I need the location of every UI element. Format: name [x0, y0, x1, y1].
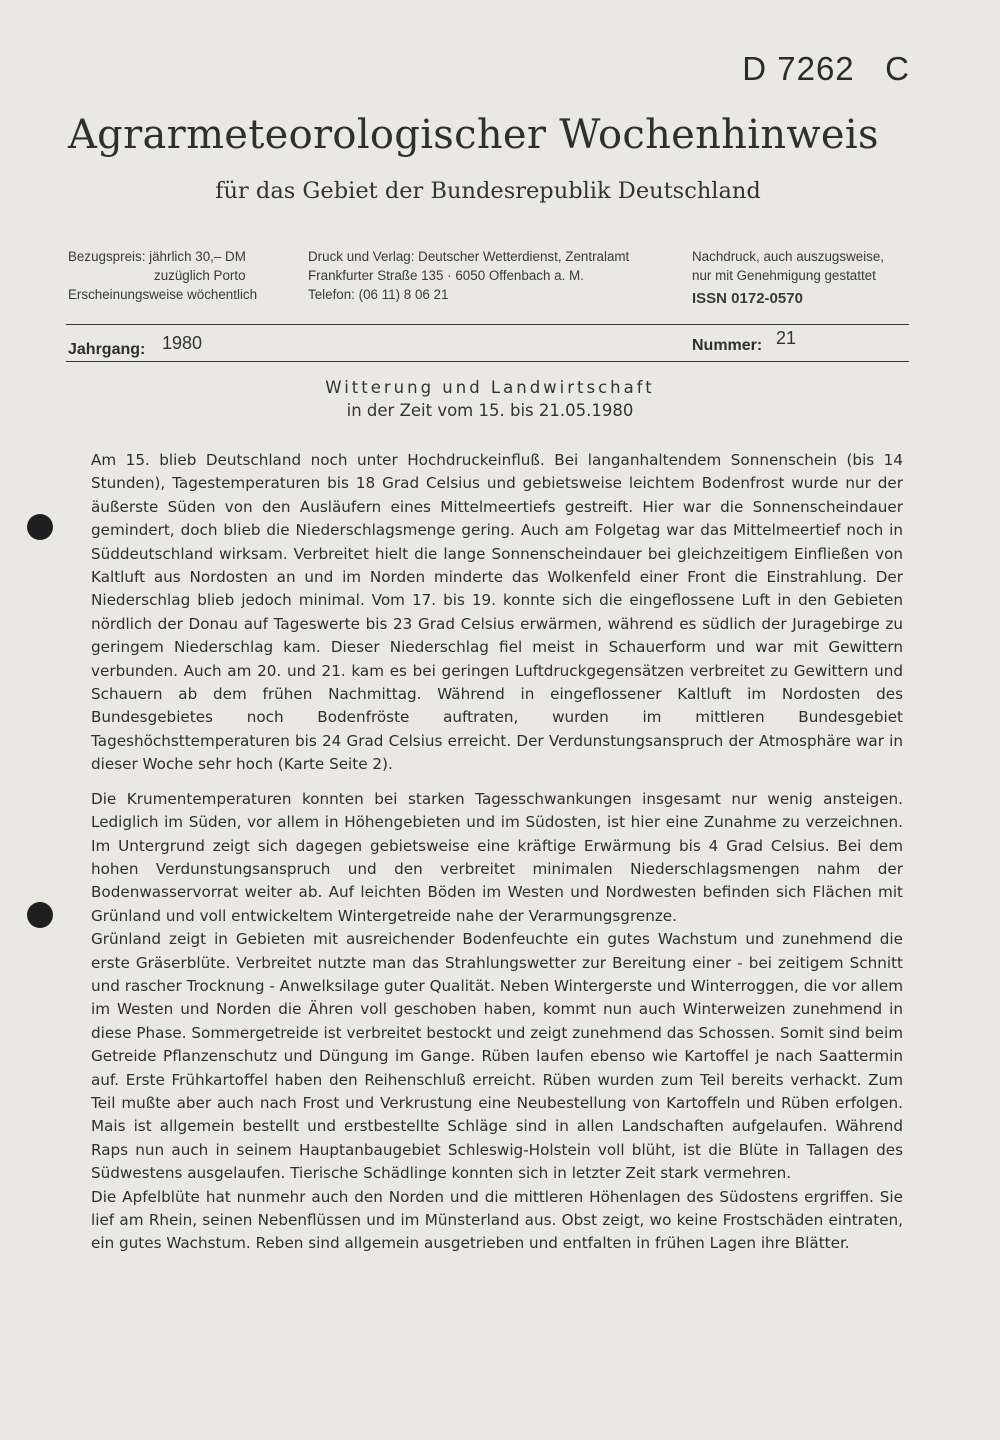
porto-line: zuzüglich Porto: [154, 268, 246, 283]
info-column-rights: [692, 247, 932, 308]
nummer-value: 21: [776, 328, 797, 348]
crops-paragraph: Grünland zeigt in Gebieten mit ausreichender Bodenfeuchte ein gutes Wachstum und zunehmend die erste Gräserblüte. Verbreitet nutzte man das Strahlungswetter zur Bereitung einer - bei zeitigem Schnitt und rascher Trocknung - Anwelksilage guter Qualität. Neben Wintergerste und Winterroggen, die vor allem im Westen und Norden die Ähren voll geschoben haben, kommt nun auch Winterweizen zunehmend in diese Phase. Sommergetreide ist verbreitet bestockt und zeigt zunehmend das Schossen. Somit sind beim Getreide Pflanzenschutz und Düngung im Gange. Rüben laufen ebenso wie Kartoffel je nach Saattermin auf. Erste Frühkartoffel haben den Reihenschluß erreicht. Rüben wurden zum Teil bereits verhackt. Zum Teil mußte aber auch nach Frost und Verkrustung eine Neubestellung von Kartoffeln und Rüben erfolgen. Mais ist allgemein bestellt und erstbestellte Schläge sind in allen Landschaften aufgelaufen. Während Raps nun auch in seinem Hauptanbaugebiet Schleswig-Holstein voll blüht, ist die Blüte in Tallagen des Südwestens ausgelaufen. Tierische Schädlinge konnten sich in letzter Zeit stark vermehren.: [91, 930, 903, 1183]
info-column-price: [68, 247, 298, 304]
top-rule: [66, 324, 909, 325]
reprint-line-1: Nachdruck, auch auszugsweise,: [692, 249, 885, 264]
document-subtitle: für das Gebiet der Bundesrepublik Deutschland: [215, 178, 761, 204]
section-period: in der Zeit vom 15. bis 21.05.1980: [346, 401, 634, 420]
bottom-rule: [66, 361, 909, 362]
reprint-line-2: nur mit Genehmigung gestattet: [692, 268, 876, 283]
jahrgang-label: Jahrgang:: [68, 341, 146, 358]
address-line: Frankfurter Straße 135 · 6050 Offenbach a. M.: [308, 268, 584, 283]
phone-line: Telefon: (06 11) 8 06 21: [308, 287, 449, 302]
frequency-line: Erscheinungsweise wöchentlich: [68, 287, 258, 302]
info-column-publisher: [308, 247, 688, 304]
nummer-label: Nummer:: [692, 337, 763, 354]
punch-hole-lower: [27, 902, 53, 928]
issn: ISSN 0172-0570: [692, 290, 803, 307]
document-title: Agrarmeteorologischer Wochenhinweis: [68, 112, 879, 158]
punch-hole-upper: [27, 514, 53, 540]
publisher-line: Druck und Verlag: Deutscher Wetterdienst, Zentralamt: [308, 249, 630, 264]
section-title: Witterung und Landwirtschaft: [325, 378, 655, 397]
fruit-paragraph: Die Apfelblüte hat nunmehr auch den Norden und die mittleren Höhenlagen des Südostens ergriffen. Sie lief am Rhein, seinen Nebenflüssen und im Münsterland aus. Obst zeigt, wo keine Frostschäden eintraten, ein gutes Wachstum. Reben sind allgemein ausgetrieben und entfalten in frühen Lagen ihre Blätter.: [91, 1187, 903, 1253]
publication-code: D 7262 C: [742, 50, 910, 87]
jahrgang-value: 1980: [162, 333, 203, 353]
report-body: [91, 449, 903, 1256]
weather-paragraph: Am 15. blieb Deutschland noch unter Hochdruckeinfluß. Bei langanhaltendem Sonnenschein (bis 14 Stunden), Tagestemperaturen bis 18 Grad Celsius und gebietsweise leichtem Bodenfrost wurde nur der äußerste Süden von den Ausläufern eines Mittelmeertiefs gestreift. Hier war die Sonnenscheindauer gemindert, doch blieb die Niederschlagsmenge gering. Auch am Folgetag war das Mittelmeertief noch in Süddeutschland wirksam. Verbreitet hielt die lange Sonnenscheindauer bei gleichzeitigem Einfließen von Kaltluft aus Nordosten an und im Norden minderte das Wolkenfeld einer Front die Einstrahlung. Der Niederschlag blieb jedoch minimal. Vom 17. bis 19. konnte sich die eingeflossene Luft in den Gebieten nördlich der Donau auf Tageswerte bis 23 Grad Celsius erwärmen, während es südlich der Juragebirge zu geringem Niederschlag kam. Dieser Niederschlag fiel meist in Schauerform und war mit Gewittern verbunden. Auch am 20. und 21. kam es bei geringen Luftdruckgegensätzen verbreitet zu Gewittern und Schauern ab dem frühen Nachmittag. Während in eingeflossener Kaltluft im Nordosten des Bundesgebietes noch Bodenfröste auftraten, wurden im mittleren Bundesgebiet Tageshöchsttemperaturen bis 24 Grad Celsius erreicht. Der Verdunstungsanspruch der Atmosphäre war in dieser Woche sehr hoch (Karte Seite 2).: [91, 451, 903, 774]
price-line: Bezugspreis: jährlich 30,– DM: [68, 249, 246, 264]
section-heading: [180, 376, 800, 422]
soil-paragraph: Die Krumentemperaturen konnten bei starken Tagesschwankungen insgesamt nur wenig ansteigen. Lediglich im Süden, vor allem in Höhengebieten und im Südosten, ist hier eine Zunahme zu verzeichnen. Im Untergrund zeigt sich dagegen gebietsweise eine kräftige Erwärmung bis 4 Grad Celsius. Bei dem hohen Verdunstungsanspruch und den verbreitet minimalen Niederschlagsmengen nahm der Bodenwasservorrat weiter ab. Auf leichten Böden im Westen und Nordwesten befinden sich Flächen mit Grünland und voll entwickeltem Wintergetreide nahe der Verarmungsgrenze.: [91, 789, 903, 925]
